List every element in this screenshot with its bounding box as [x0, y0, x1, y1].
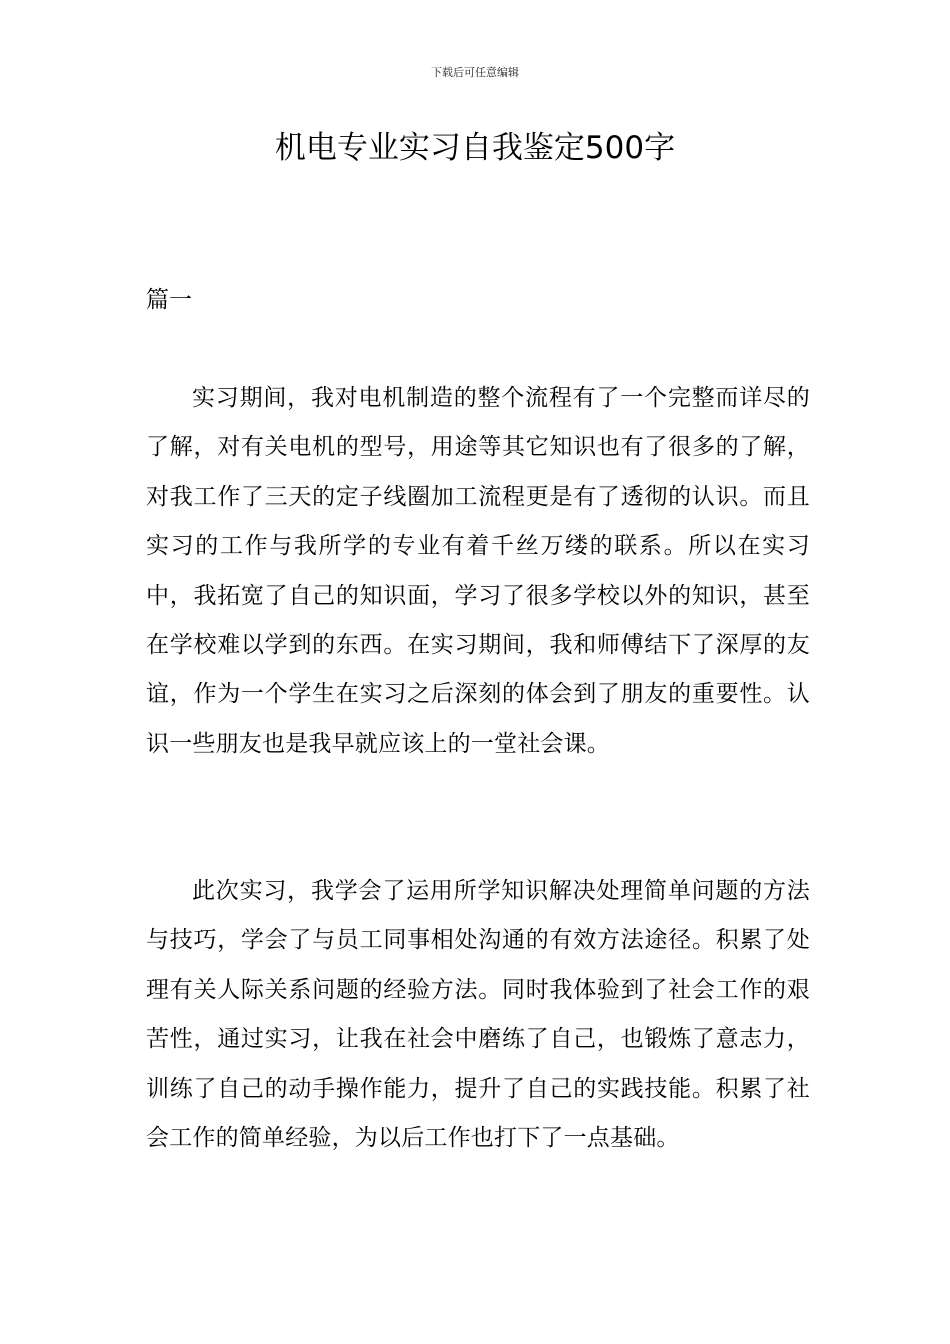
body-paragraph-2: 此次实习，我学会了运用所学知识解决处理简单问题的方法与技巧，学会了与员工同事相处沟通的有效方法途径。积累了处理有关人际关系问题的经验方法。同时我体验到了社会工作的艰苦性，通过实习，让我在社会中磨练了自己，也锻炼了意志力，训练了自己的动手操作能力，提升了自己的实践技能。积累了社会工作的简单经验，为以后工作也打下了一点基础。	[146, 878, 810, 1152]
body-paragraph-1: 实习期间，我对电机制造的整个流程有了一个完整而详尽的了解，对有关电机的型号，用途等其它知识也有了很多的了解，对我工作了三天的定子线圈加工流程更是有了透彻的认识。而且实习的工作与我所学的专业有着千丝万缕的联系。所以在实习中，我拓宽了自己的知识面，学习了很多学校以外的知识，甚至在学校难以学到的东西。在实习期间，我和师傅结下了深厚的友谊，作为一个学生在实习之后深刻的体会到了朋友的重要性。认识一些朋友也是我早就应该上的一堂社会课。	[146, 385, 810, 757]
header-note: 下载后可任意编辑	[431, 66, 519, 79]
document-title: 机电专业实习自我鉴定500字	[274, 130, 676, 166]
section-label: 篇一	[146, 287, 192, 313]
